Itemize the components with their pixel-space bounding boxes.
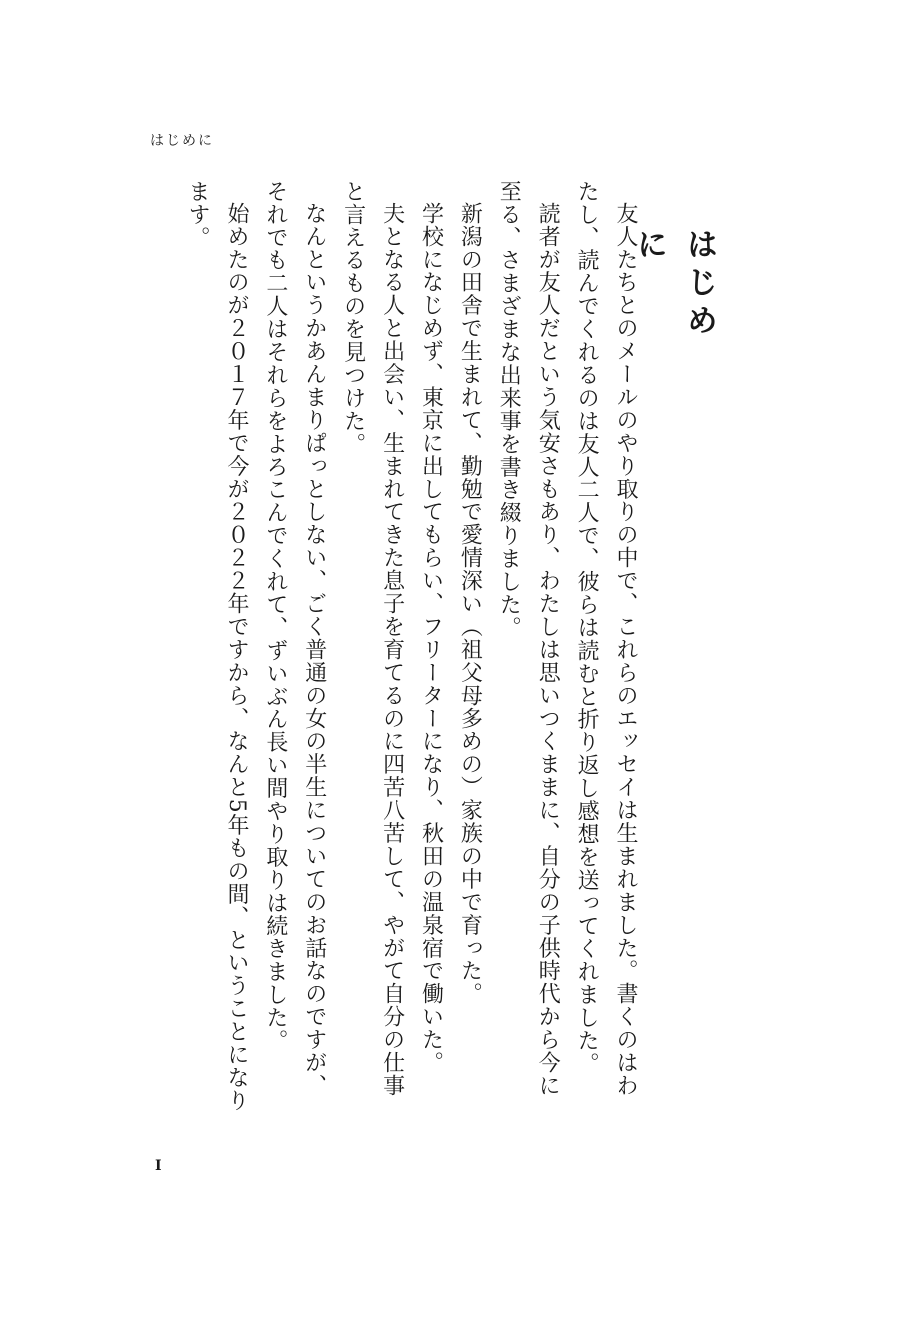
body-text [124, 180, 644, 1115]
paragraph: 新潟の田舎で生まれて、勤勉で愛情深い（祖父母多めの）家族の中で育った。 [457, 202, 483, 1006]
running-head: はじめに [150, 133, 214, 149]
paragraph: 始めたのが２０１７年で今が２０２２年ですから、なんと5年もの間、ということになります。 [185, 180, 249, 1112]
page-number: I [155, 1158, 162, 1174]
paragraph: 夫となる人と出会い、生まれてきた息子を育てるのに四苦八苦して、やがて自分の仕事と言えるものを見つけた。 [340, 180, 405, 1098]
paragraph: なんというかあんまりぱっとしない、ごく普通の女の半生についてのお話なのですが、それでも二人はそれらをよろこんでくれて、ずいぶん長い間やり取りは続きました。 [262, 180, 327, 1098]
chapter-title: はじめに [631, 228, 717, 342]
paragraph: 学校になじめず、東京に出してもらい、フリーターになり、秋田の温泉宿で働いた。 [418, 202, 444, 1075]
paragraph: 読者が友人だという気安さもあり、わたしは思いつくままに、自分の子供時代から今に至る、さまざまな出来事を書き綴りました。 [496, 180, 561, 1098]
paragraph: 友人たちとのメールのやり取りの中で、これらのエッセイは生まれました。書くのはわたし、読んでくれるのは友人二人で、彼らは読むと折り返し感想を送ってくれました。 [574, 180, 638, 1098]
